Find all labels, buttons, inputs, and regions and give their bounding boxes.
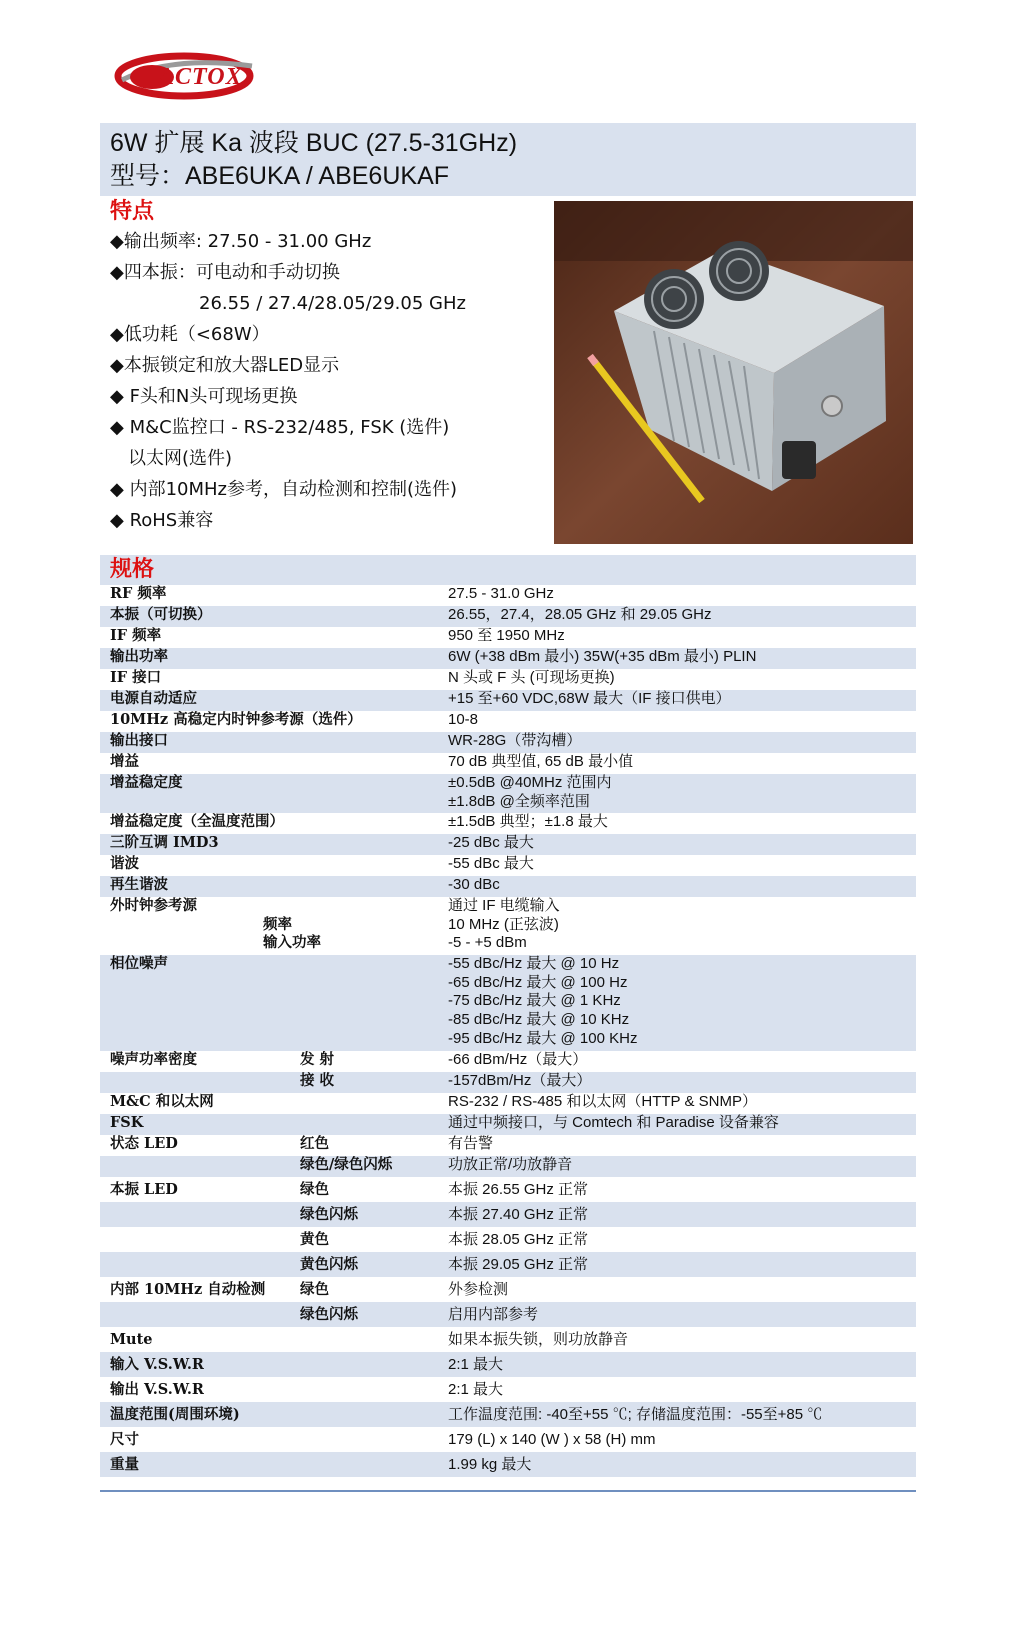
spec-key: 本振 LED	[110, 1181, 178, 1198]
spec-key: 状态 LED	[110, 1135, 178, 1152]
spec-value	[448, 1093, 757, 1112]
spec-row	[100, 955, 916, 1051]
spec-subkey-line: 输入功率	[263, 934, 321, 952]
spec-row	[100, 585, 916, 606]
spec-value	[448, 1452, 531, 1477]
spec-row	[100, 1093, 916, 1114]
spec-key: 输出功率	[110, 648, 168, 665]
spec-key: 输出 V.S.W.R	[110, 1381, 204, 1398]
spec-key: 电源自动适应	[110, 690, 197, 707]
spec-value-line: -85 dBc/Hz 最大 @ 10 KHz	[448, 1011, 630, 1029]
spec-value-line: RS-232 / RS-485 和以太网（HTTP & SNMP）	[448, 1093, 757, 1110]
spec-value	[448, 1135, 493, 1154]
spec-subkey	[300, 1252, 358, 1277]
spec-value-line: -30 dBc	[448, 876, 500, 893]
features-heading: 特点	[110, 199, 155, 224]
spec-value	[448, 876, 500, 895]
spec-subkey	[300, 1072, 334, 1091]
spec-value	[448, 774, 612, 811]
spec-value-line: -66 dBm/Hz（最大）	[448, 1051, 588, 1068]
model-number: 型号：ABE6UKA / ABE6UKAF	[110, 162, 450, 190]
product-photo	[554, 201, 913, 544]
spec-value-line: 950 至 1950 MHz	[448, 627, 565, 644]
spec-value-line: WR-28G（带沟槽）	[448, 732, 582, 749]
spec-key: 本振（可切换）	[110, 606, 212, 623]
specs-header	[100, 555, 916, 585]
spec-key: 温度范围(周围环境)	[110, 1406, 240, 1423]
spec-key: IF 接口	[110, 669, 162, 686]
feature-item: ◆ 内部10MHz参考，自动检测和控制(选件)	[110, 479, 458, 500]
spec-value	[448, 1252, 588, 1277]
feature-item: ◆ F头和N头可现场更换	[110, 386, 298, 407]
spec-subkey	[263, 897, 321, 953]
feature-item: ◆四本振：可电动和手动切换	[110, 262, 340, 283]
spec-value-line: 本振 27.40 GHz 正常	[448, 1206, 589, 1223]
spec-row	[100, 834, 916, 855]
spec-key: 重量	[110, 1456, 139, 1473]
spec-row	[100, 1277, 916, 1302]
spec-value-line: +15 至+60 VDC,68W 最大（IF 接口供电）	[448, 690, 731, 707]
spec-value	[448, 669, 615, 688]
spec-row	[100, 813, 916, 834]
spec-row	[100, 876, 916, 897]
spec-row	[100, 753, 916, 774]
spec-value-line: -65 dBc/Hz 最大 @ 100 Hz	[448, 973, 628, 991]
spec-subkey-line: 接 收	[300, 1072, 335, 1089]
product-title: 6W 扩展 Ka 波段 BUC (27.5-31GHz)	[110, 129, 518, 157]
spec-row	[100, 897, 916, 955]
spec-subkey-line: 黄色闪烁	[300, 1256, 358, 1273]
spec-row	[100, 1072, 916, 1093]
spec-value	[448, 606, 711, 625]
spec-value	[448, 711, 478, 730]
spec-value	[448, 813, 608, 832]
spec-key: 外时钟参考源	[110, 897, 197, 914]
feature-item: 以太网(选件)	[128, 448, 233, 469]
spec-key: IF 频率	[110, 627, 162, 644]
spec-row	[100, 1327, 916, 1352]
spec-subkey-line: 绿色	[300, 1181, 329, 1198]
spec-value	[448, 955, 637, 1049]
spec-row	[100, 1302, 916, 1327]
spec-subkey	[300, 1051, 334, 1070]
spec-value	[448, 1202, 588, 1227]
spec-subkey-line: 频率	[263, 915, 292, 933]
spec-row	[100, 1135, 916, 1156]
spec-value	[448, 1402, 822, 1427]
spec-row	[100, 1177, 916, 1202]
spec-value	[448, 1327, 628, 1352]
spec-subkey-line: 绿色	[300, 1281, 329, 1298]
spec-key: FSK	[110, 1114, 144, 1131]
spec-key: 10MHz 高稳定内时钟参考源（选件）	[110, 711, 362, 728]
spec-value	[448, 1352, 503, 1377]
spec-value	[448, 1227, 588, 1252]
feature-item: ◆低功耗（<68W）	[110, 324, 270, 345]
spec-value	[448, 1427, 656, 1452]
feature-item: ◆ RoHS兼容	[110, 510, 214, 531]
spec-key: 内部 10MHz 自动检测	[110, 1281, 266, 1298]
spec-key: Mute	[110, 1331, 153, 1348]
spec-row	[100, 1252, 916, 1277]
spec-subkey	[300, 1202, 358, 1227]
spec-value-line: 本振 26.55 GHz 正常	[448, 1181, 589, 1198]
spec-value	[448, 1156, 572, 1175]
spec-row	[100, 1227, 916, 1252]
spec-row	[100, 669, 916, 690]
spec-row	[100, 1402, 916, 1427]
spec-value-line: -75 dBc/Hz 最大 @ 1 KHz	[448, 992, 621, 1010]
spec-key: 再生谐波	[110, 876, 168, 893]
spec-subkey	[300, 1156, 392, 1175]
spec-value-line: -157dBm/Hz（最大）	[448, 1072, 592, 1089]
spec-row	[100, 606, 916, 627]
spec-value-line: 6W (+38 dBm 最小) 35W(+35 dBm 最小) PLIN	[448, 648, 757, 665]
spec-row	[100, 1427, 916, 1452]
spec-value-line: -55 dBc 最大	[448, 855, 534, 872]
company-logo	[112, 50, 262, 102]
spec-value-line: 1.99 kg 最大	[448, 1456, 532, 1473]
spec-value	[448, 1277, 508, 1302]
spec-value-line: ±0.5dB @40MHz 范围内	[448, 774, 612, 791]
spec-value-line: 本振 29.05 GHz 正常	[448, 1256, 589, 1273]
spec-value	[448, 1377, 503, 1402]
spec-value-line: 如果本振失锁，则功放静音	[448, 1331, 629, 1348]
spec-row	[100, 627, 916, 648]
spec-value	[448, 1177, 588, 1202]
spec-value	[448, 690, 731, 709]
spec-key: 相位噪声	[110, 955, 168, 972]
spec-subkey-line: 黄色	[300, 1231, 329, 1248]
spec-row	[100, 774, 916, 813]
spec-subkey	[300, 1302, 358, 1327]
spec-subkey-line: 红色	[300, 1135, 329, 1152]
spec-row	[100, 1452, 916, 1477]
spec-subkey	[300, 1177, 329, 1202]
spec-subkey-line: 绿色/绿色闪烁	[300, 1156, 393, 1173]
spec-value	[448, 1114, 779, 1133]
feature-item: ◆ M&C监控口 - RS-232/485, FSK (选件)	[110, 417, 450, 438]
spec-value-line: 10 MHz (正弦波)	[448, 915, 559, 933]
spec-value-line: 外参检测	[448, 1281, 509, 1298]
spec-value-line: 工作温度范围: -40至+55 ℃; 存储温度范围：-55至+85 ℃	[448, 1406, 823, 1423]
spec-value	[448, 627, 565, 646]
specs-heading: 规格	[110, 557, 155, 582]
spec-key: RF 频率	[110, 585, 167, 602]
spec-value-line: 通过中频接口，与 Comtech 和 Paradise 设备兼容	[448, 1114, 779, 1131]
spec-value-line: 有告警	[448, 1135, 494, 1152]
spec-row	[100, 1352, 916, 1377]
spec-table	[100, 585, 916, 1477]
bottom-divider	[100, 1490, 916, 1492]
spec-row	[100, 690, 916, 711]
spec-subkey	[300, 1135, 329, 1154]
spec-key: 噪声功率密度	[110, 1051, 197, 1068]
spec-value-line: 2:1 最大	[448, 1356, 504, 1373]
spec-value	[448, 585, 554, 604]
spec-value-line: 功放正常/功放静音	[448, 1156, 573, 1173]
spec-value	[448, 753, 633, 772]
spec-value	[448, 732, 581, 751]
spec-key: 增益稳定度（全温度范围）	[110, 813, 284, 830]
spec-key: 增益	[110, 753, 139, 770]
spec-subkey-line: 发 射	[300, 1051, 335, 1068]
spec-row	[100, 1377, 916, 1402]
spec-key: 输出接口	[110, 732, 168, 749]
spec-value-line: 本振 28.05 GHz 正常	[448, 1231, 589, 1248]
spec-subkey-line: 绿色闪烁	[300, 1306, 358, 1323]
spec-value-line: -95 dBc/Hz 最大 @ 100 KHz	[448, 1029, 638, 1047]
spec-value-line: 启用内部参考	[448, 1306, 539, 1323]
spec-row	[100, 648, 916, 669]
spec-value-line: 2:1 最大	[448, 1381, 504, 1398]
spec-value-line: 通过 IF 电缆输入	[448, 897, 560, 914]
spec-row	[100, 711, 916, 732]
spec-value-line: 179 (L) x 140 (W ) x 58 (H) mm	[448, 1431, 656, 1448]
spec-value	[448, 1302, 538, 1327]
spec-value-line: 26.55，27.4，28.05 GHz 和 29.05 GHz	[448, 606, 712, 623]
spec-value	[448, 897, 560, 953]
spec-key: 增益稳定度	[110, 774, 183, 791]
feature-item: ◆本振锁定和放大器LED显示	[110, 355, 340, 376]
title-bar	[100, 123, 916, 196]
spec-value-line: -25 dBc 最大	[448, 834, 534, 851]
spec-value-line: 70 dB 典型值, 65 dB 最小值	[448, 753, 634, 770]
spec-row	[100, 732, 916, 753]
spec-subkey-line: 绿色闪烁	[300, 1206, 358, 1223]
spec-row	[100, 1156, 916, 1177]
spec-subkey-line	[263, 897, 321, 916]
spec-key: 三阶互调 IMD3	[110, 834, 219, 851]
spec-row	[100, 1202, 916, 1227]
spec-value	[448, 1051, 587, 1070]
spec-row	[100, 1051, 916, 1072]
feature-item: 26.55 / 27.4/28.05/29.05 GHz	[199, 293, 466, 314]
spec-value-line: ±1.5dB 典型；±1.8 最大	[448, 813, 608, 830]
spec-value	[448, 1072, 591, 1091]
spec-row	[100, 855, 916, 876]
feature-item: ◆输出频率: 27.50 - 31.00 GHz	[110, 231, 372, 252]
spec-value-line: -5 - +5 dBm	[448, 934, 527, 952]
spec-value-line: N 头或 F 头 (可现场更换)	[448, 669, 615, 686]
spec-subkey	[300, 1277, 329, 1302]
spec-row	[100, 1114, 916, 1135]
features-section	[110, 198, 540, 536]
spec-key: 尺寸	[110, 1431, 139, 1448]
logo-wordmark: ACTOX	[158, 64, 243, 90]
spec-value	[448, 855, 534, 874]
spec-value-line: 27.5 - 31.0 GHz	[448, 585, 554, 602]
spec-value-line: ±1.8dB @全频率范围	[448, 792, 590, 810]
spec-value	[448, 834, 534, 853]
spec-key: 输入 V.S.W.R	[110, 1356, 204, 1373]
spec-key: M&C 和以太网	[110, 1093, 214, 1110]
spec-value-line: 10-8	[448, 711, 479, 728]
spec-value	[448, 648, 756, 667]
spec-key: 谐波	[110, 855, 139, 872]
spec-value-line: -55 dBc/Hz 最大 @ 10 Hz	[448, 955, 620, 972]
spec-subkey	[300, 1227, 329, 1252]
